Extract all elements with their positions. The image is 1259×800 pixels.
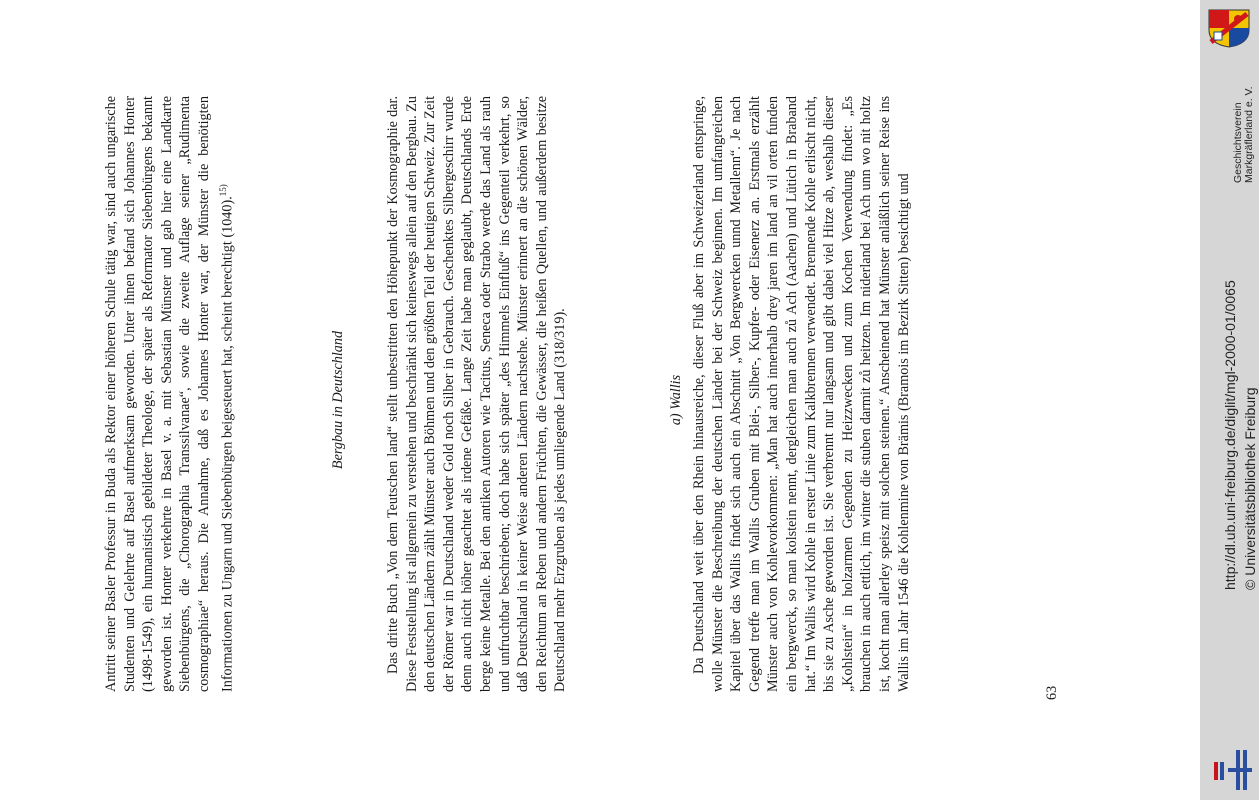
coat-of-arms-icon bbox=[1207, 8, 1251, 48]
paragraph-3: Da Deutschland weit über den Rhein hinausreiche, dieser Fluß aber im Schweizerland entspringe, wolle Münster die Beschreibung der deutschen Länder bei der Schweiz beginnen. Im umfangreichen Kapitel über das Wallis findet sich auch ein Abschnitt „Von Bergwercken unnd Metallenn“. Je nach Gegend treffe man im Wallis Gruben mit Blei-, Silber-, Kupfer- oder Eisenerz an. Erstmals erzählt Münster auch von Kohlevorkommen: „Man hat auch innerhalb drey jaren im land an vil orten funden ein bergwerck, so man kolstein nennt, dergleichen man auch zů Ach (Aachen) und Lütich in Braband hat.“ Im Wallis wird Kohle in erster Linie zum Kalkbrennen verwendet. Brennende Kohle erlischt nicht, bis sie zu Asche geworden ist. Sie verbrennt nur langsam und gibt dabei viel Hitze ab, weshalb dieser „Kohlstein“ in holzarmen Gegenden zu Heizzwecken und zum Kochen Verwendung findet: „Es brauchen in auch ettlich, im winter die stuben darmit zů heitzen. Im niderland bei Ach unn wo nit holtz ist, kocht man allerley speisz mit solchen steinen.“ Anscheinend hat Münster anläßlich seiner Reise ins Wallis im Jahr 1546 die Kohlenmine von Brämis (Bramois im Bezirk Sitten) besichtigt und bbox=[691, 96, 912, 692]
paragraph-2: Das dritte Buch „Von dem Teutschen land“ stellt unbestritten den Höhepunkt der Kosmographie dar. Diese Feststellung ist allgemein zu verstehen und beschränkt sich keineswegs allein auf den Bergbau. Zu den deutschen Ländern zählt Münster auch Böhmen und den größten Teil der heutigen Schweiz. Zur Zeit der Römer war in Deutschland weder Gold noch Silber in Gebrauch. Geschenktes Silbergeschirr wurde denn auch nicht höher geachtet als irdene Gefäße. Lange Zeit habe man geglaubt, Deutschlands Erde berge keine Metalle. Bei den antiken Autoren wie Tacitus, Seneca oder Strabo werde das Land als rauh und unfruchtbar beschrieben; doch habe sich später „des Himmels Einfluß“ ins Gegenteil verkehrt, so daß Deutschland in keiner Weise anderen Ländern nachstehe. Münster erinnert an die schönen Wälder, den Reichtum an Reben und andern Früchten, die Gewässer, die heißen Quellen, und außerdem besitze Deutschland mehr Erzgruben als jedes umliegende Land (318/319). bbox=[385, 95, 569, 692]
section-heading: Bergbau in Deutschland bbox=[330, 330, 346, 470]
footnote-mark: 15) bbox=[217, 184, 228, 197]
society-name-line2: Markgräflerland e. V. bbox=[1243, 86, 1255, 183]
copyright-notice: © Universitätsbibliothek Freiburg bbox=[1242, 387, 1258, 590]
subsection-heading: a) Wallis bbox=[668, 374, 684, 426]
society-name-line1: Geschichtsverein bbox=[1232, 102, 1244, 183]
document-url-link[interactable]: http://dl.ub.uni-freiburg.de/diglit/mgl-2000-01/0065 bbox=[1222, 280, 1238, 590]
paragraph-1-text: Antritt seiner Basler Professur in Buda als Rektor einer höheren Schule tätig war, sind auch ungarische Studenten und Gelehrte auf Basel aufmerksam geworden. Unter ihnen befand sich Johannes Honter (1498-1549), ein humanistisch gebildeter Theologe, der später als Reformator Siebenbürgens bekannt geworden ist. Honter verkehrte in Basel v. a. mit Sebastian Münster und gab hier eine Landkarte Siebenbürgens, die „Chorographia Transsilvanae“, sowie die zweite Auflage seiner „Rudimenta cosmographiae“ heraus. Die Annahme, daß es Johannes Honter war, der Münster die benötigten Informationen zu Ungarn und Siebenbürgen beigesteuert hat, scheint berechtigt (1040). bbox=[103, 96, 236, 692]
page-number: 63 bbox=[1044, 685, 1060, 700]
ub-freiburg-logo-icon bbox=[1212, 748, 1254, 792]
paragraph-1 bbox=[102, 96, 237, 692]
